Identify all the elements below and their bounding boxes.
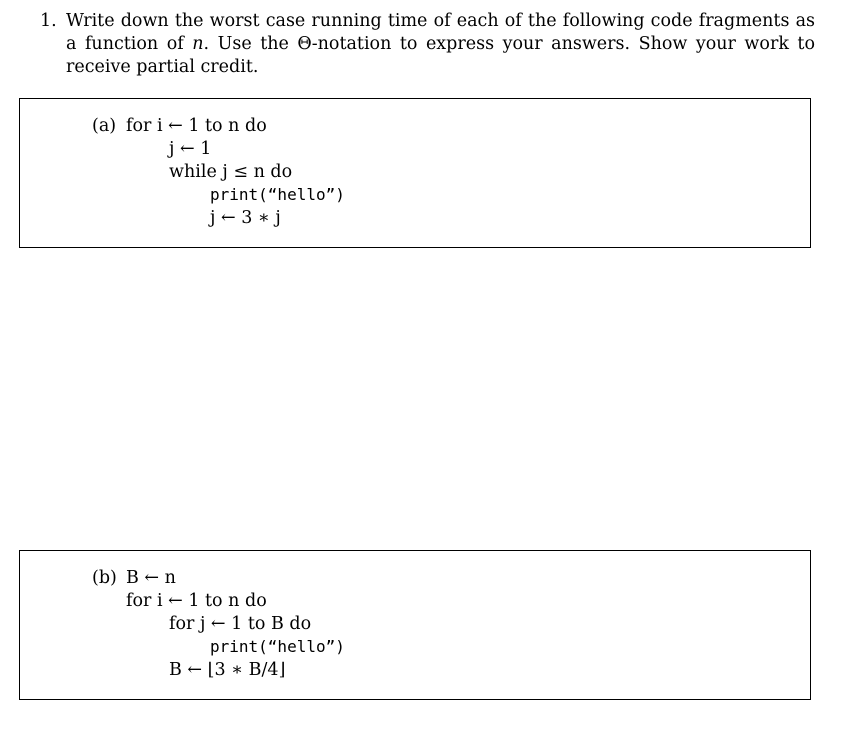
part-a-line-5: j ← 3 ∗ j bbox=[210, 208, 281, 228]
problem-number: 1. bbox=[40, 11, 57, 31]
part-b-line-5: B ← ⌊3 ∗ B/4⌋ bbox=[169, 660, 286, 680]
part-b-line-3: for j ← 1 to B do bbox=[169, 614, 312, 634]
problem-text-part1: Write down the worst case running time of each of the following code fragments as a function of bbox=[66, 11, 815, 54]
part-a-label: (a) bbox=[92, 116, 117, 136]
part-a-line-1: for i ← 1 to n do bbox=[126, 116, 267, 136]
part-a-line-4: print(“hello”) bbox=[210, 185, 345, 204]
part-a-line-2: j ← 1 bbox=[169, 139, 212, 159]
problem-text bbox=[66, 10, 815, 79]
problem-text-part2: . Use the Θ-notation to express your answers. Show your work to receive partial credit. bbox=[66, 34, 815, 77]
part-a-line-3: while j ≤ n do bbox=[169, 162, 293, 182]
part-b-line-1: B ← n bbox=[126, 568, 176, 588]
problem-var-n: n bbox=[192, 34, 204, 54]
part-b-line-2: for i ← 1 to n do bbox=[126, 591, 267, 611]
part-b-label: (b) bbox=[92, 568, 117, 588]
problem-statement bbox=[40, 10, 815, 79]
part-b-line-4: print(“hello”) bbox=[210, 637, 345, 656]
